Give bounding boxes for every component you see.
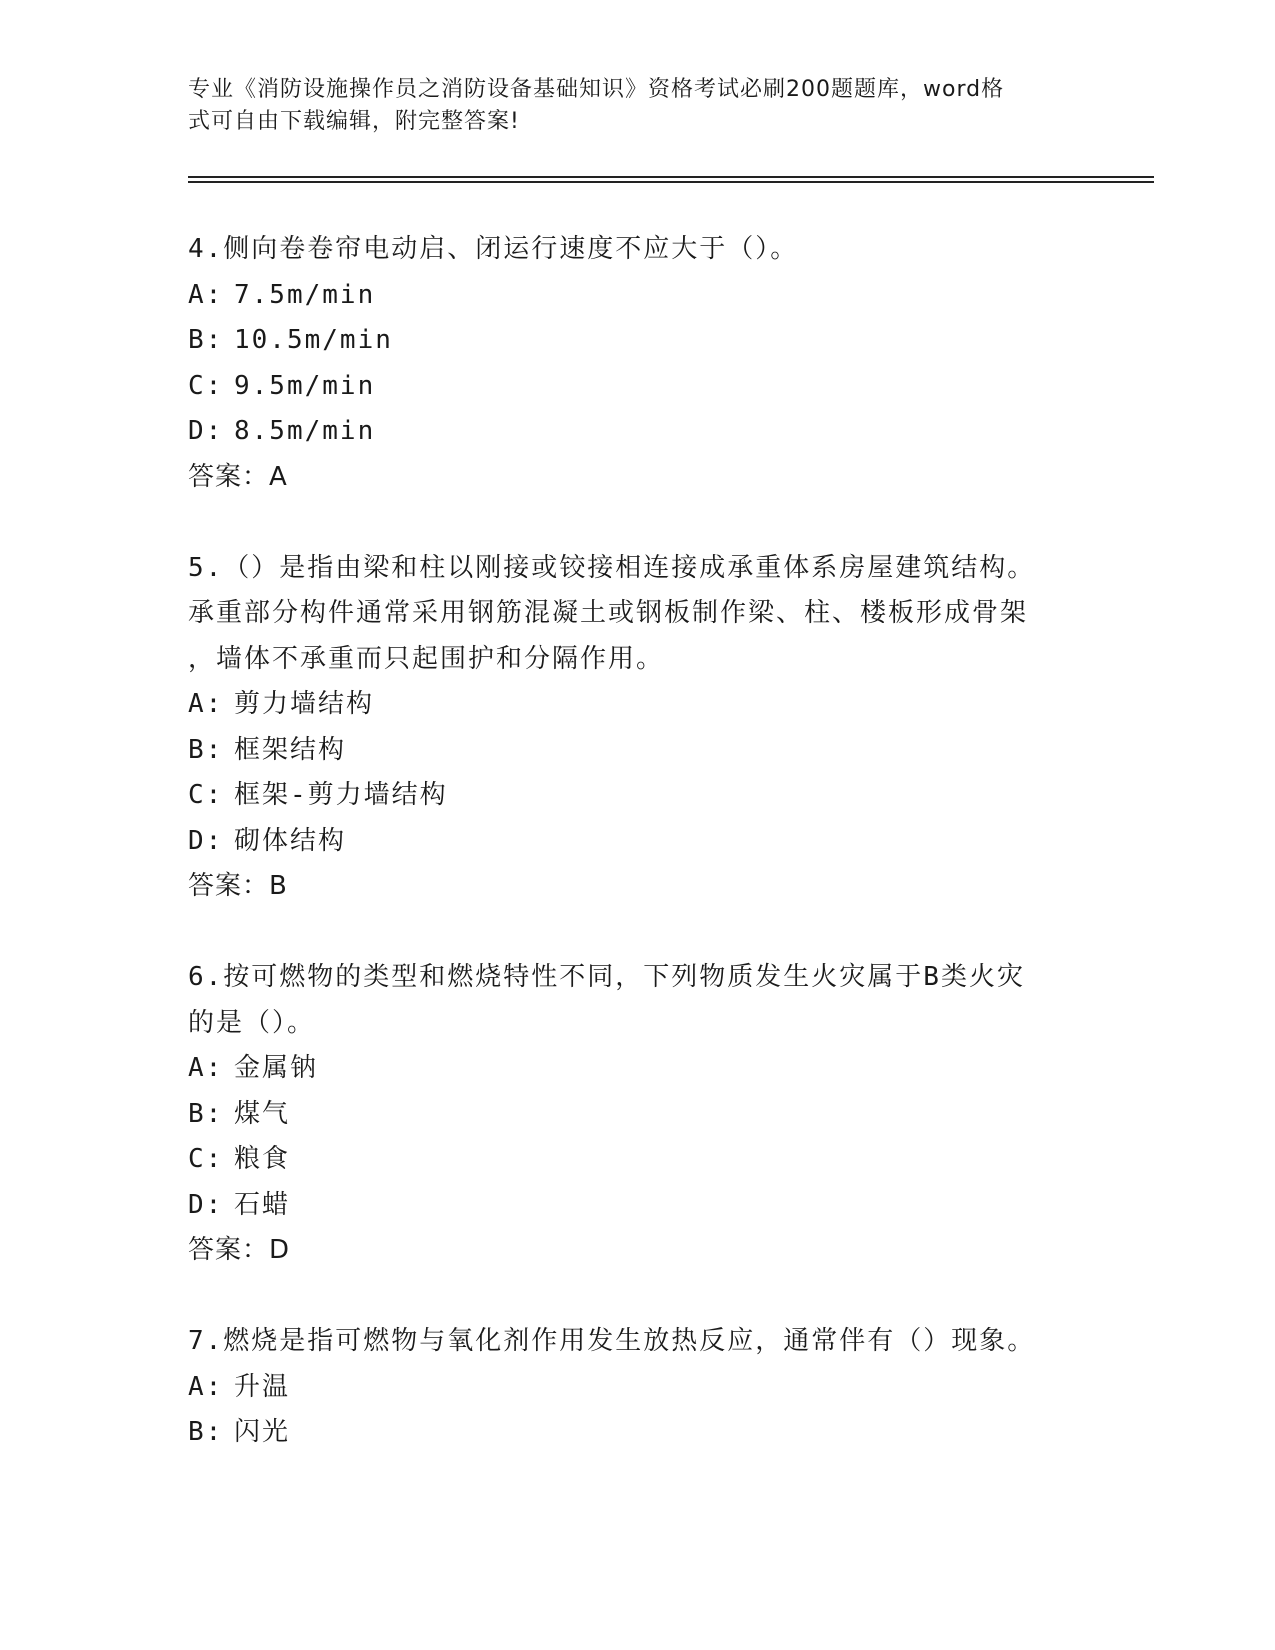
option-text: 闪光 (234, 1417, 291, 1447)
question-list (188, 227, 1068, 1456)
option-item (188, 728, 1068, 774)
option-text: 10.5m/min (234, 325, 393, 355)
question-text-line: 5.（）是指由梁和柱以刚接或铰接相连接成承重体系房屋建筑结构。 (188, 552, 1036, 583)
option-item (188, 1092, 1068, 1138)
option-item (188, 364, 1068, 410)
header-line-2: 式可自由下载编辑，附完整答案! (188, 109, 520, 134)
answer-line: 答案：A (188, 461, 288, 492)
option-item (188, 773, 1068, 819)
answer-line: 答案：D (188, 1235, 291, 1265)
option-item (188, 1365, 1068, 1411)
option-text: 粮食 (234, 1144, 291, 1174)
header-line-1: 专业《消防设施操作员之消防设备基础知识》资格考试必刷200题题库，word格 (188, 77, 1005, 102)
option-text: 框架-剪力墙结构 (234, 780, 448, 810)
question-block (188, 1319, 1068, 1456)
question-text-line: 承重部分构件通常采用钢筋混凝土或钢板制作梁、柱、楼板形成骨架 (188, 598, 1029, 628)
question-text-line: ，墙体不承重而只起围护和分隔作用。 (188, 643, 665, 674)
option-item (188, 1410, 1068, 1456)
option-letter: D: (188, 825, 224, 856)
header-rule-bottom (188, 181, 1154, 183)
question-spacer (188, 499, 1068, 546)
option-item (188, 1046, 1068, 1092)
option-item (188, 1183, 1068, 1229)
option-item (188, 318, 1068, 364)
option-letter: B: (188, 1098, 224, 1129)
question-spacer (188, 908, 1068, 955)
option-text: 升温 (234, 1371, 291, 1402)
question-text-line: 的是（）。 (188, 1007, 316, 1038)
option-letter: C: (188, 370, 224, 401)
option-letter: A: (188, 279, 224, 310)
option-letter: D: (188, 416, 224, 446)
option-letter: C: (188, 1144, 224, 1174)
option-text: 9.5m/min (234, 370, 376, 401)
option-text: 煤气 (234, 1098, 291, 1129)
option-letter: B: (188, 734, 224, 765)
question-text-line: 7.燃烧是指可燃物与氧化剂作用发生放热反应，通常伴有（）现象。 (188, 1326, 1036, 1356)
option-text: 剪力墙结构 (234, 689, 375, 719)
document-header (188, 74, 1068, 138)
question-block (188, 546, 1068, 909)
option-text: 石蜡 (234, 1189, 291, 1220)
option-text: 7.5m/min (234, 279, 376, 310)
option-letter: A: (188, 1371, 224, 1402)
option-text: 砌体结构 (234, 825, 347, 856)
option-letter: B: (188, 325, 224, 355)
option-letter: B: (188, 1417, 224, 1447)
option-letter: D: (188, 1189, 224, 1220)
option-text: 金属钠 (234, 1053, 319, 1083)
option-item (188, 409, 1068, 455)
question-block (188, 955, 1068, 1272)
option-letter: A: (188, 689, 224, 719)
option-item (188, 819, 1068, 865)
question-spacer (188, 1272, 1068, 1319)
question-text-line: 4.侧向卷卷帘电动启、闭运行速度不应大于（）。 (188, 234, 799, 264)
option-text: 框架结构 (234, 734, 347, 765)
option-text: 8.5m/min (234, 416, 376, 446)
option-letter: C: (188, 780, 224, 810)
option-item (188, 273, 1068, 319)
option-item (188, 682, 1068, 728)
option-item (188, 1137, 1068, 1183)
header-rule-top (188, 176, 1154, 178)
answer-line: 答案：B (188, 871, 288, 901)
option-letter: A: (188, 1053, 224, 1083)
question-block (188, 227, 1068, 499)
question-text-line: 6.按可燃物的类型和燃烧特性不同，下列物质发生火灾属于B类火灾 (188, 962, 1025, 992)
